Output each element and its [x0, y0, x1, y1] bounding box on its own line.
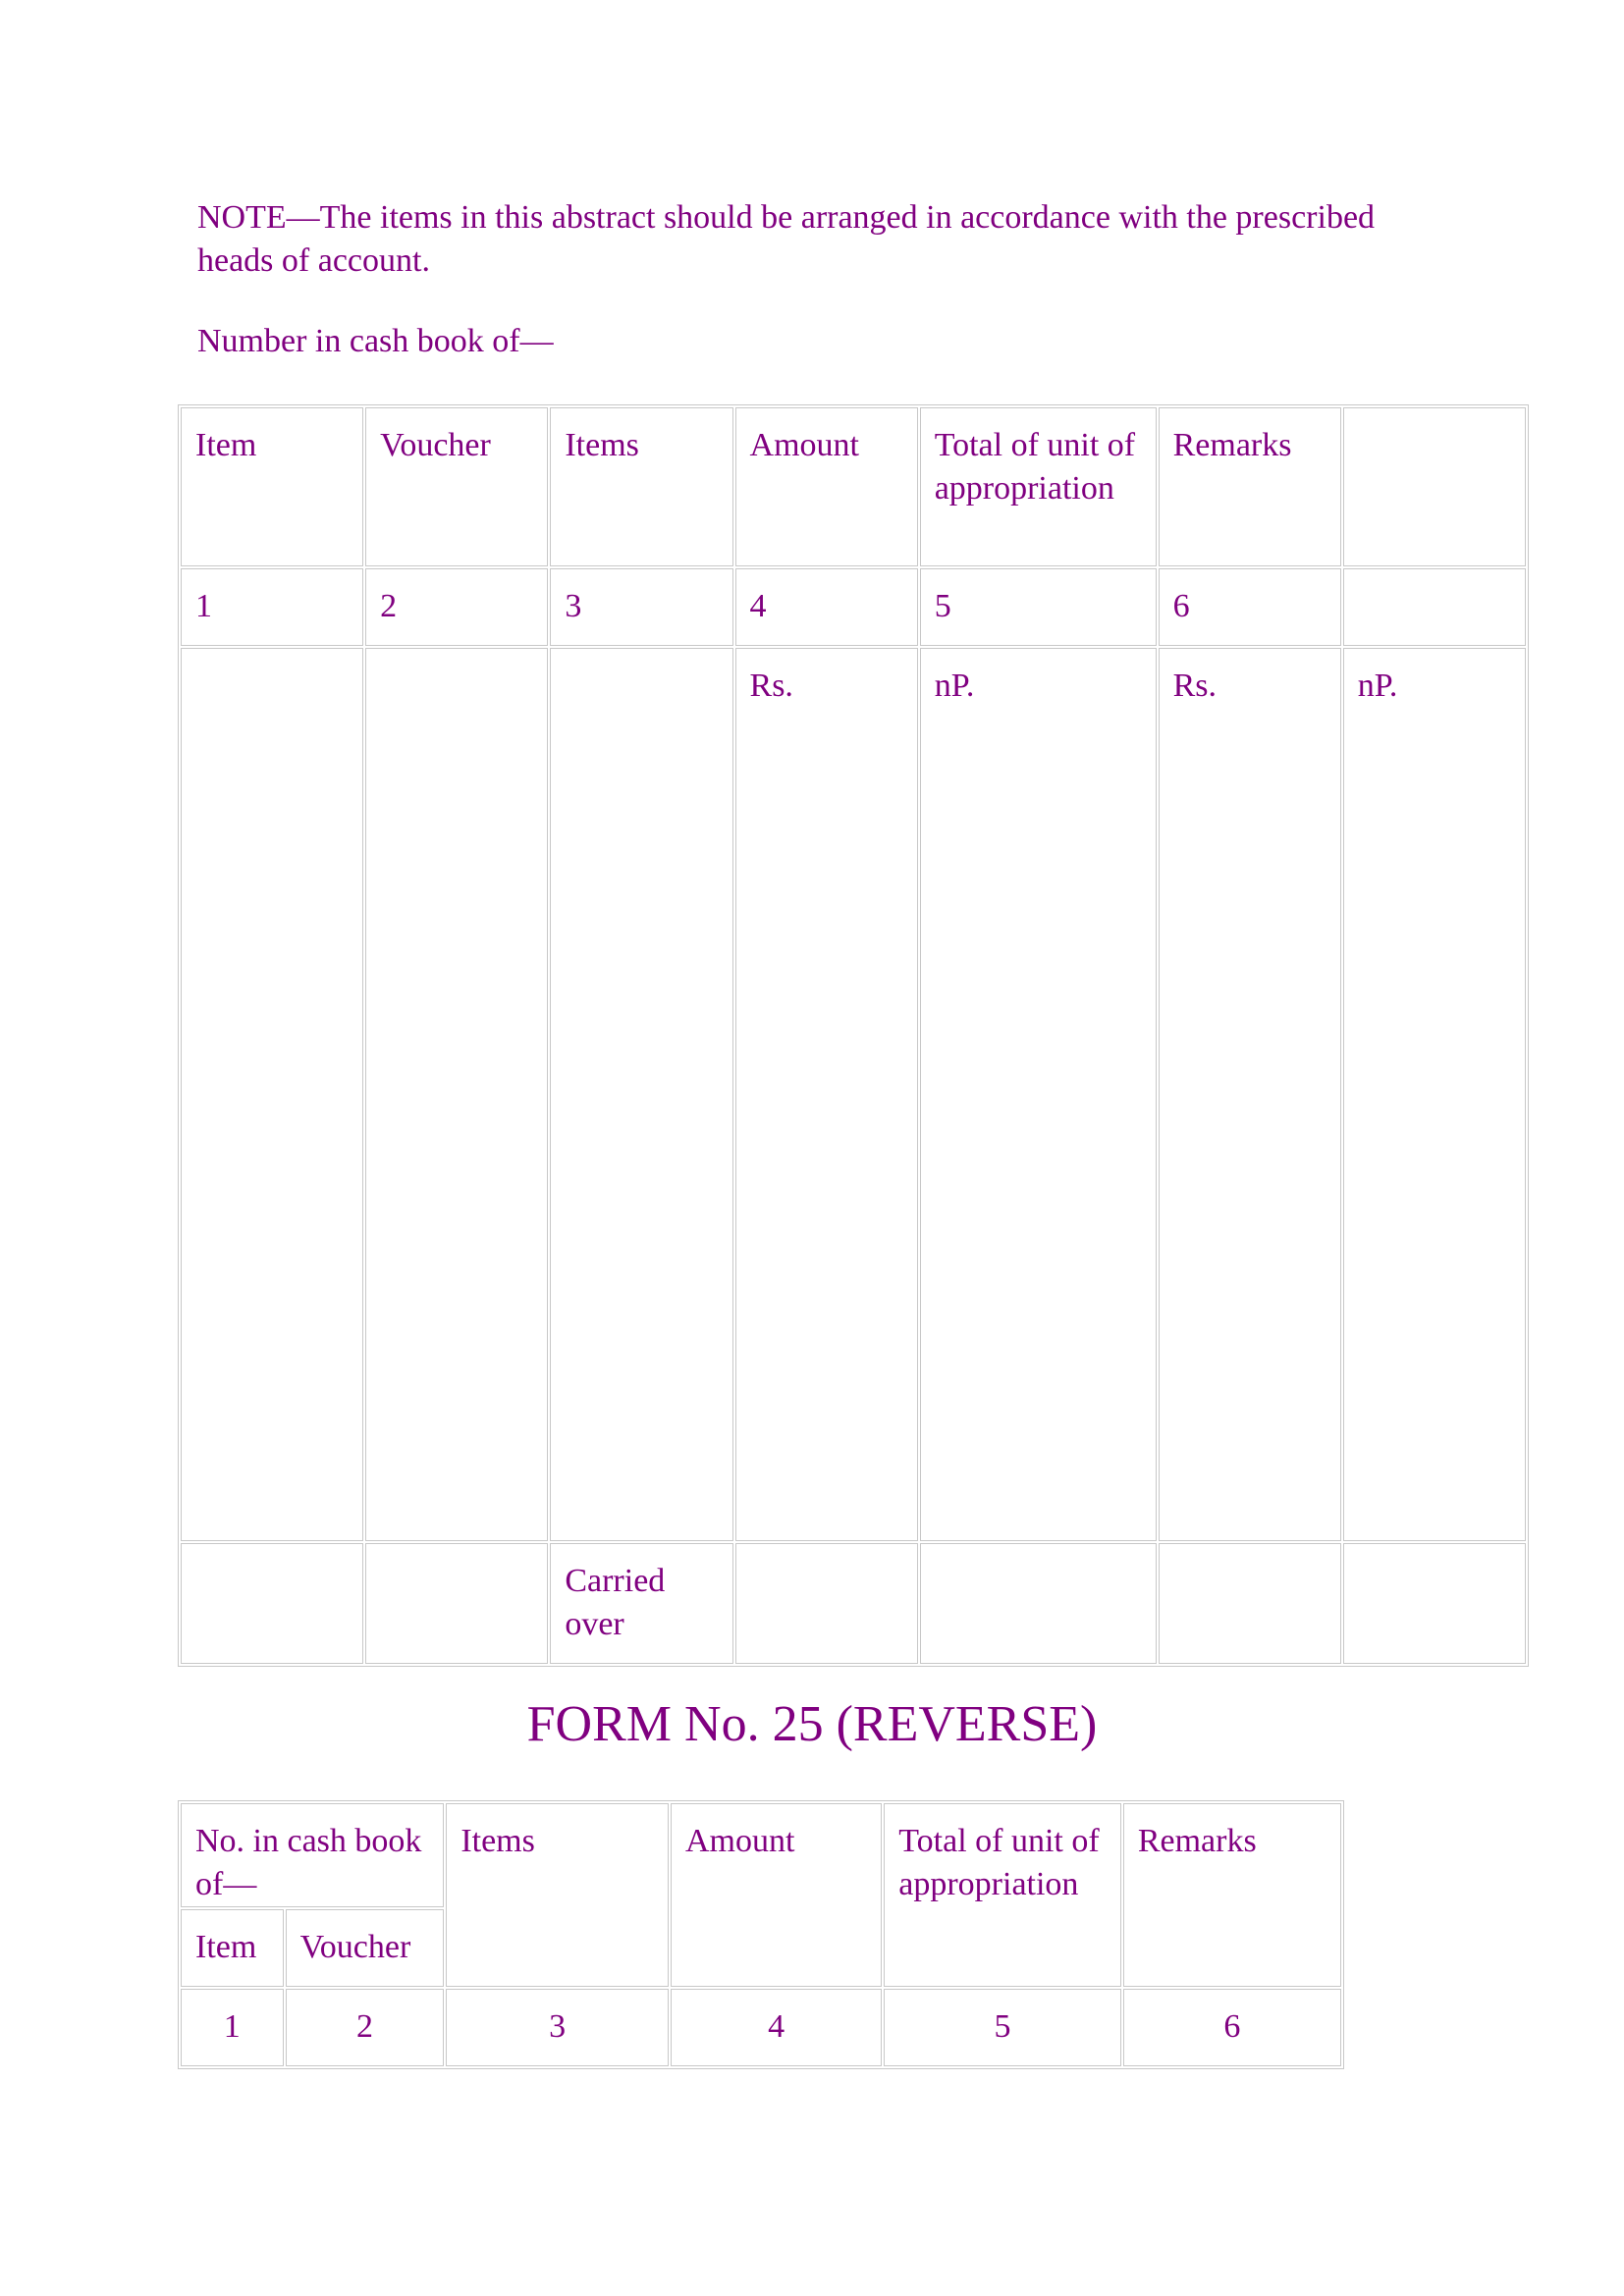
- header-amount: Amount: [671, 1803, 882, 1987]
- empty-cell: [735, 1543, 918, 1664]
- header-items: Items: [550, 407, 732, 566]
- col-number: 6: [1123, 1989, 1341, 2066]
- carried-over-label: Carried over: [550, 1543, 732, 1664]
- empty-cell: [1159, 1543, 1341, 1664]
- header-remarks: Remarks: [1123, 1803, 1341, 1987]
- entry-cell: [181, 648, 363, 1541]
- entry-body-row: [181, 648, 1526, 1541]
- cash-book-label: Number in cash book of—: [197, 323, 554, 359]
- reverse-form-table: [178, 1800, 1344, 2069]
- col-number: [1343, 568, 1526, 646]
- col-number: 3: [550, 568, 732, 646]
- empty-cell: [1343, 1543, 1526, 1664]
- carried-over-row: [181, 1543, 1526, 1664]
- abstract-table: [178, 404, 1529, 1667]
- unit-rs: Rs.: [1159, 648, 1341, 1541]
- form-title: FORM No. 25 (REVERSE): [526, 1696, 1098, 1752]
- number-row: [181, 1989, 1341, 2066]
- col-number: 2: [365, 568, 548, 646]
- unit-rs: Rs.: [735, 648, 918, 1541]
- sub-header-voucher: Voucher: [286, 1909, 445, 1987]
- col-number: 1: [181, 1989, 284, 2066]
- header-row: [181, 1803, 1341, 1907]
- header-total-unit: Total of unit of appropriation: [920, 407, 1157, 566]
- col-number: 1: [181, 568, 363, 646]
- col-number: 4: [671, 1989, 882, 2066]
- number-row: [181, 568, 1526, 646]
- entry-cell: [550, 648, 732, 1541]
- entry-cell: [365, 648, 548, 1541]
- header-item: Item: [181, 407, 363, 566]
- header-amount: Amount: [735, 407, 918, 566]
- col-number: 2: [286, 1989, 445, 2066]
- sub-header-item: Item: [181, 1909, 284, 1987]
- header-voucher: Voucher: [365, 407, 548, 566]
- col-number: 5: [884, 1989, 1121, 2066]
- col-number: 3: [446, 1989, 669, 2066]
- header-items: Items: [446, 1803, 669, 1987]
- header-cash-book: No. in cash book of—: [181, 1803, 444, 1907]
- unit-np: nP.: [1343, 648, 1526, 1541]
- header-total-unit: Total of unit of appropriation: [884, 1803, 1121, 1987]
- col-number: 5: [920, 568, 1157, 646]
- col-number: 6: [1159, 568, 1341, 646]
- col-number: 4: [735, 568, 918, 646]
- header-row: [181, 407, 1526, 566]
- header-blank: [1343, 407, 1526, 566]
- empty-cell: [181, 1543, 363, 1664]
- unit-np: nP.: [920, 648, 1157, 1541]
- header-remarks: Remarks: [1159, 407, 1341, 566]
- empty-cell: [920, 1543, 1157, 1664]
- empty-cell: [365, 1543, 548, 1664]
- note-text: NOTE—The items in this abstract should be arranged in accordance with the prescribed heads of account.: [197, 199, 1376, 279]
